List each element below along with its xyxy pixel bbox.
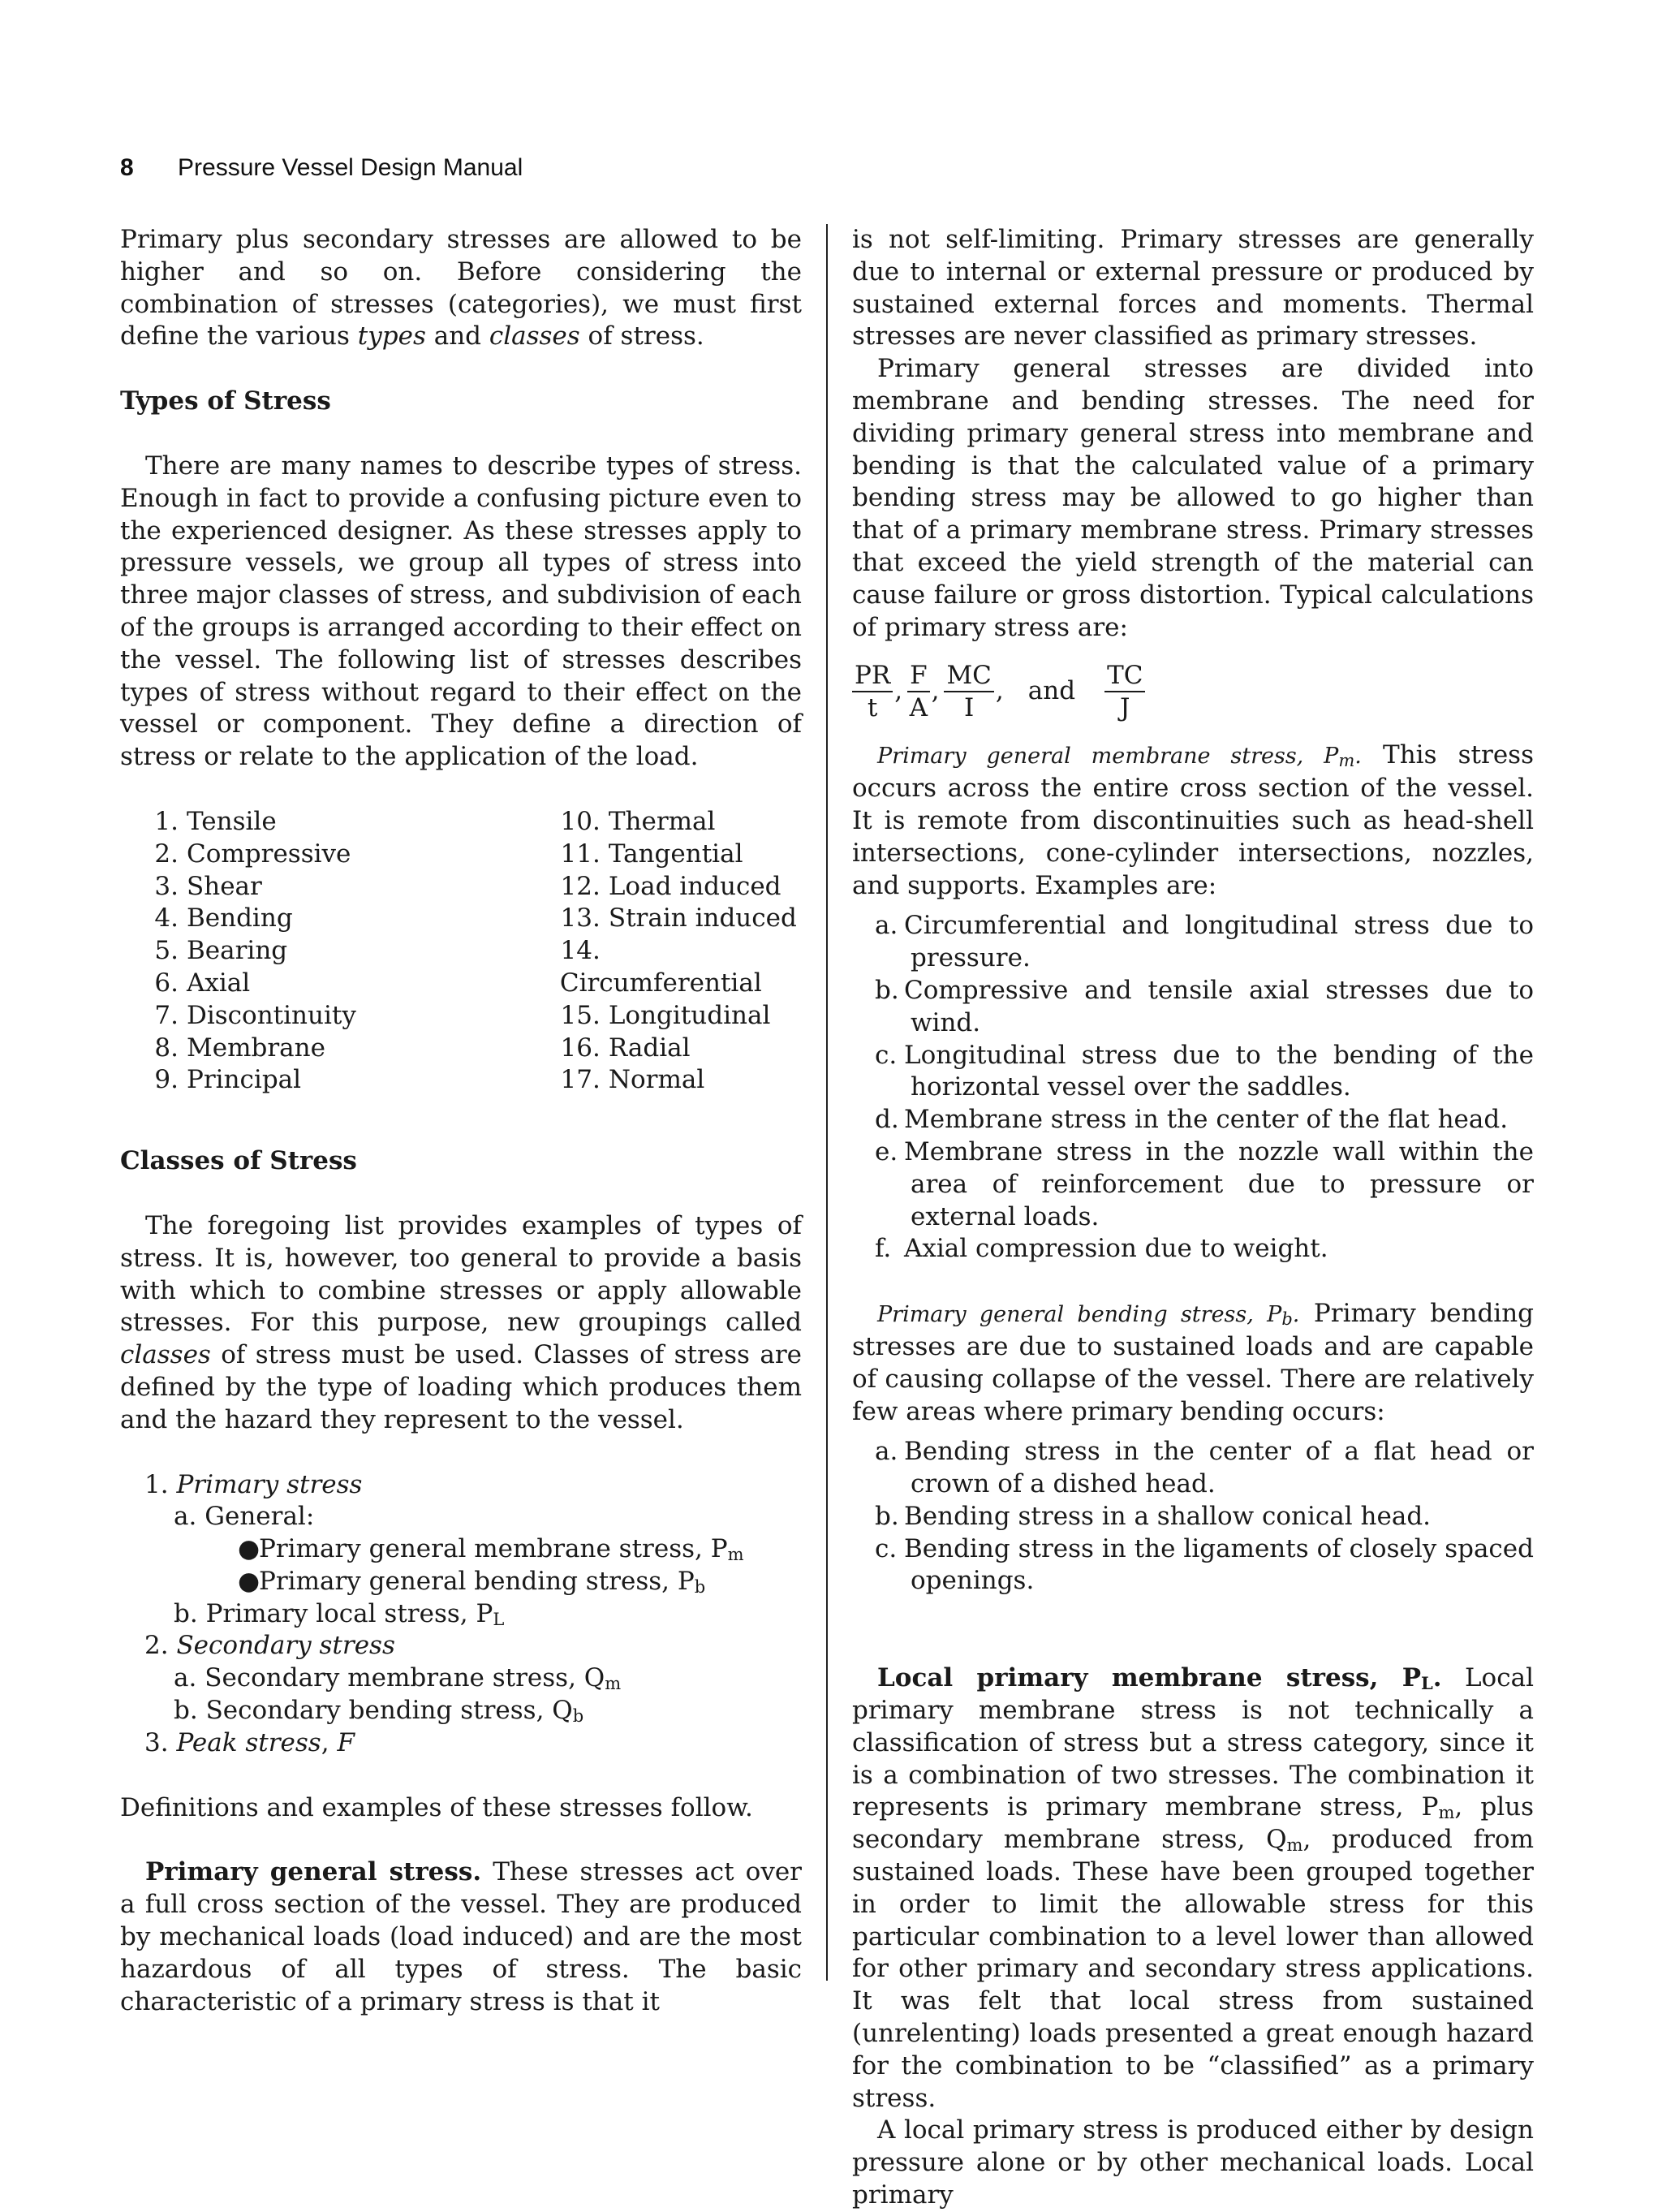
page-number: 8 [120, 154, 134, 181]
formula-f-over-a: $\frac{F}{A}$ [907, 660, 930, 723]
list-item: 2. Secondary stress [144, 1631, 395, 1661]
running-header [120, 154, 523, 182]
local-primary-continuation: A local primary stress is produced either by design pressure alone or by other mechanical loads. Local primary [852, 2115, 1534, 2210]
list-item: a. Secondary membrane stress, $Q_m$ [174, 1663, 622, 1694]
bending-examples-list [852, 1436, 1534, 1598]
formula-tc-over-j: $\frac{TC}{J}$ [1104, 660, 1145, 723]
bullet-icon: ● [238, 1566, 260, 1596]
book-title: Pressure Vessel Design Manual [178, 154, 523, 181]
list-item: e. Membrane stress in the nozzle wall within the area of reinforcement due to pressure or external loads. [875, 1136, 1534, 1231]
list-item: b. Secondary bending stress, $Q_b$ [174, 1696, 584, 1727]
classes-of-stress-heading: Classes of Stress [120, 1146, 357, 1176]
list-item: 5. Bearing [154, 936, 288, 966]
primary-stress-formulas: $\frac{PR}{t}$ , $\frac{F}{A}$ , $\frac{MC}{I}$ , and $\frac{TC}{J}$ [852, 644, 1534, 739]
definitions-paragraph: Definitions and examples of these stresses follow. [120, 1792, 753, 1822]
list-item: c. Bending stress in the ligaments of closely spaced openings. [875, 1533, 1534, 1596]
bullet-icon: ● [238, 1534, 260, 1564]
bending-stress-paragraph: Primary general bending stress, $P_b$. Primary bending stresses are due to sustained loads and are capable of causing collapse of the vessel. There are relatively few areas where primary bending occurs: [852, 1299, 1535, 1426]
list-item: ●Primary general membrane stress, $P_m$ [238, 1534, 744, 1565]
continuation-paragraph: is not self-limiting. Primary stresses are generally due to internal or external pressure or produced by sustained external forces and moments. Thermal stresses are never classified as primary stresses. [852, 225, 1534, 351]
formula-pr-over-t: $\frac{PR}{t}$ [852, 660, 893, 723]
types-list-first-column [120, 806, 560, 1097]
classes-paragraph: The foregoing list provides examples of types of stress. It is, however, too general to provide a basis with which to combine stresses or apply allowable stresses. For this purpose, new groupings called classes of stress must be used. Classes of stress are defined by the type of loading which produces them and the hazard they represent to the vessel. [120, 1210, 802, 1434]
list-item: a. Bending stress in the center of a flat head or crown of a dished head. [875, 1437, 1534, 1499]
classes-list [120, 1469, 802, 1760]
list-item: 3. Shear [154, 871, 262, 901]
list-item: 11. Tangential [560, 839, 743, 869]
list-item: 1. Primary stress [144, 1469, 363, 1499]
list-item: 2. Compressive [154, 839, 351, 869]
formula-mc-over-i: $\frac{MC}{I}$ [944, 660, 993, 723]
primary-general-stress-paragraph: Primary general stress. These stresses act over a full cross section of the vessel. They are produced by mechanical loads (load induced) and are the most hazardous of all types of stress. The basic characteristic of a primary stress is that it [120, 1857, 802, 2016]
list-item: c. Longitudinal stress due to the bending of the horizontal vessel over the saddles. [875, 1040, 1534, 1102]
types-list-second-column [560, 806, 802, 1097]
list-item: 7. Discontinuity [154, 1000, 356, 1030]
column-divider [826, 224, 828, 1981]
list-item: b. Primary local stress, $P_L$ [174, 1598, 505, 1629]
left-column [120, 224, 802, 2018]
membrane-stress-paragraph: Primary general membrane stress, $P_m$. This stress occurs across the entire cross section of the vessel. It is remote from discontinuities such as head-shell intersections, cone-cylinder intersections, nozzles, and supports. Examples are: [852, 740, 1534, 900]
types-paragraph: There are many names to describe types of stress. Enough in fact to provide a confusing picture even to the experienced designer. As these stresses apply to pressure vessels, we group all types of stress into three major classes of stress, and subdivision of each of the groups is arranged according to their effect on the vessel. The following list of stresses describes types of stress without regard to their effect on the vessel or component. They define a direction of stress or relate to the application of the load. [120, 451, 802, 772]
list-item: f. Axial compression due to weight. [875, 1234, 1328, 1264]
list-item: 13. Strain induced [560, 903, 797, 934]
list-item: 1. Tensile [154, 806, 277, 836]
list-item: 16. Radial [560, 1033, 691, 1063]
list-item: a. Circumferential and longitudinal stress due to pressure. [875, 911, 1534, 973]
list-item: 15. Longitudinal [560, 1000, 771, 1030]
local-primary-paragraph: Local primary membrane stress, $P_L$. Local primary membrane stress is not technically a classification of stress but a stress category, since it is a combination of two stresses. The combination it represents is primary membrane stress, $P_m$, plus secondary membrane stress, $Q_m$, produced from sustained loads. These have been grouped together in order to limit the allowable stress for this particular combination to a level lower than allowed for other primary and secondary stress applications. It was felt that local stress from sustained (unrelenting) loads presented a great enough hazard for the combination to be “classified” as a primary stress. [852, 1663, 1535, 2113]
list-item: a. General: [174, 1502, 315, 1532]
intro-paragraph: Primary plus secondary stresses are allowed to be higher and so on. Before considering the combination of stresses (categories), we must first define the various types and classes of stress. [120, 225, 802, 351]
list-item: 6. Axial [154, 968, 251, 998]
list-item: ●Primary general bending stress, $P_b$ [238, 1566, 706, 1597]
list-item: b. Bending stress in a shallow conical head. [875, 1501, 1432, 1531]
list-item: 4. Bending [154, 903, 293, 934]
list-item: 8. Membrane [154, 1033, 325, 1063]
list-item: 3. Peak stress, F [144, 1727, 355, 1757]
list-item: 14.Circumferential [559, 936, 762, 998]
right-column [852, 224, 1534, 2212]
list-item: 10. Thermal [560, 806, 716, 836]
list-item: 12. Load induced [560, 871, 781, 901]
primary-general-paragraph: Primary general stresses are divided into membrane and bending stresses. The need for dividing primary general stress into membrane and bending is that the calculated value of a primary bending stress may be allowed to go higher than that of a primary membrane stress. Primary stresses that exceed the yield strength of the material can cause failure or gross distortion. Typical calculations of primary stress are: [852, 354, 1534, 642]
list-item: 17. Normal [560, 1065, 705, 1095]
list-item: 9. Principal [154, 1065, 302, 1095]
types-list [120, 806, 802, 1097]
list-item: d. Membrane stress in the center of the flat head. [875, 1105, 1509, 1135]
membrane-examples-list [852, 910, 1534, 1266]
types-of-stress-heading: Types of Stress [120, 386, 331, 416]
list-item: b. Compressive and tensile axial stresses due to wind. [875, 975, 1534, 1037]
